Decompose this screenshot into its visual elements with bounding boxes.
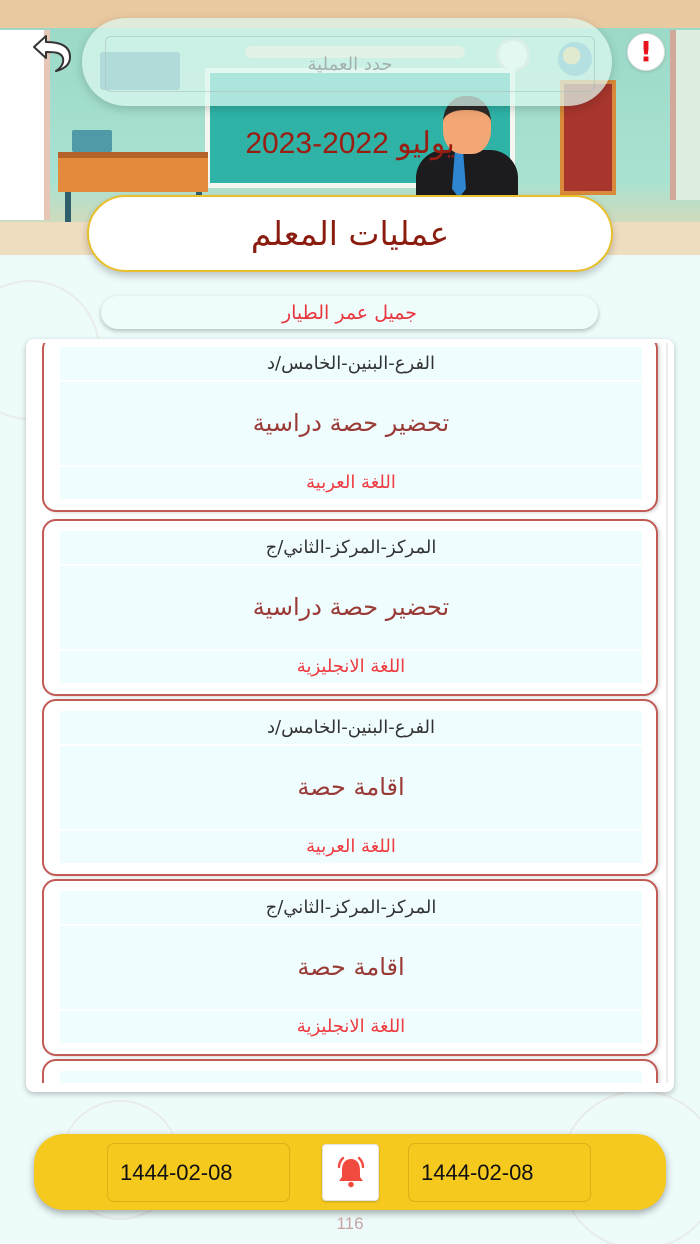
- back-arrow-icon: [30, 33, 74, 73]
- teacher-name-badge: [101, 296, 598, 329]
- back-button[interactable]: [28, 32, 76, 74]
- date-from-field[interactable]: [107, 1143, 290, 1202]
- operation-type: تحضير حصة دراسية: [60, 566, 642, 649]
- teacher-name: جميل عمر الطيار: [281, 301, 418, 324]
- subject-label: اللغة الانجليزية: [60, 1011, 642, 1043]
- operation-type: تحضير حصة دراسية: [60, 382, 642, 465]
- class-label: الفرع-البنين-الخامس/د: [60, 347, 642, 380]
- subject-label: اللغة الانجليزية: [60, 651, 642, 683]
- notifications-button[interactable]: [322, 1144, 379, 1201]
- subject-label: اللغة العربية: [60, 467, 642, 499]
- operations-list-panel: [26, 339, 674, 1092]
- operations-count: 116: [336, 1214, 364, 1233]
- operation-search-input[interactable]: [105, 36, 595, 92]
- operation-type: اقامة حصة: [60, 746, 642, 829]
- page-title-banner: [87, 195, 613, 272]
- page-title: عمليات المعلم: [250, 214, 450, 253]
- list-scrollbar[interactable]: [666, 343, 668, 1083]
- operations-list[interactable]: [42, 343, 668, 1083]
- window-decoration: [670, 30, 700, 200]
- alert-button[interactable]: [627, 33, 665, 71]
- exclamation-icon: !: [639, 35, 653, 68]
- date-filter-bar: [34, 1134, 666, 1210]
- operation-type: اقامة حصة: [60, 926, 642, 1009]
- date-to-field[interactable]: [408, 1143, 591, 1202]
- bell-icon: [333, 1155, 369, 1191]
- class-label: الفرع-البنين-الخامس/د: [60, 711, 642, 744]
- operation-card[interactable]: [42, 519, 658, 696]
- operation-card[interactable]: [42, 699, 658, 876]
- operation-card[interactable]: [42, 1059, 658, 1083]
- academic-period-label: يوليو 2022-2023: [245, 127, 455, 160]
- class-label: المركز-المركز-الثاني/ج: [60, 891, 642, 924]
- class-label: [60, 1071, 642, 1083]
- operation-card[interactable]: [42, 343, 658, 512]
- class-label: المركز-المركز-الثاني/ج: [60, 531, 642, 564]
- operation-card[interactable]: [42, 879, 658, 1056]
- subject-label: اللغة العربية: [60, 831, 642, 863]
